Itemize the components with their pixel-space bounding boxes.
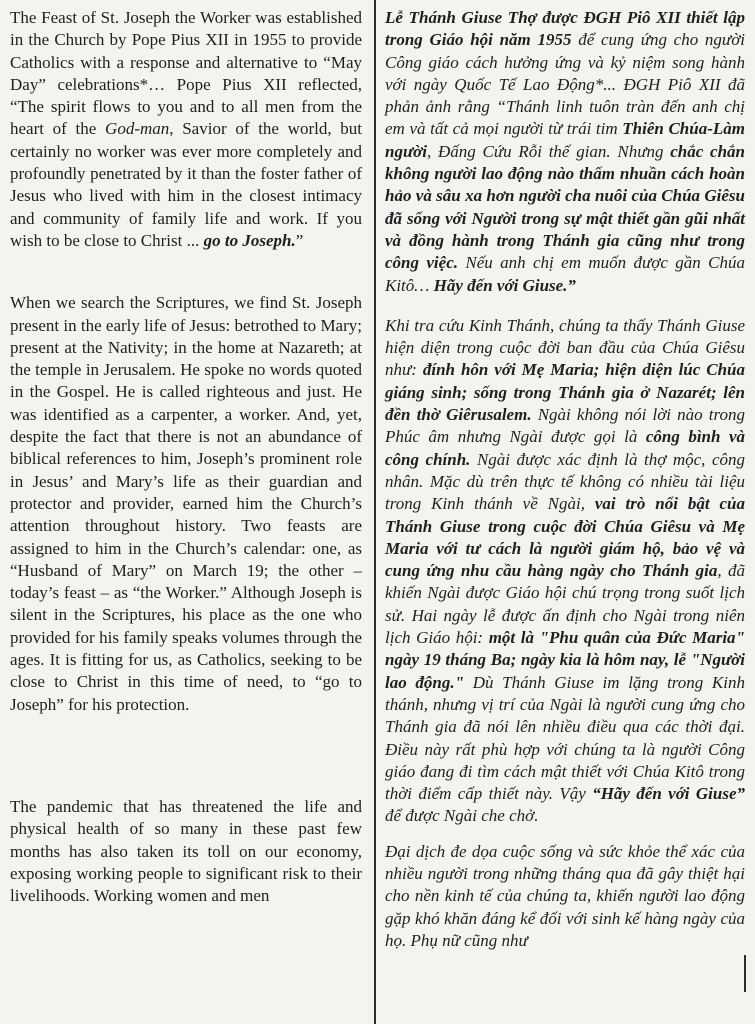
text-segment: , Đấng Cứu Rỗi thế gian. Nhưng [427, 141, 671, 161]
text-segment: Thiên Chúa-Làm người [385, 119, 745, 161]
text-segment: Ngài không nói lời nào trong Phúc âm nhưng Ngài được gọi là [385, 405, 745, 447]
paragraph-pandemic-vi [385, 841, 745, 952]
text-segment: Nếu anh chị em muốn được gần Chúa Kitô… [385, 253, 746, 295]
text-segment: Đại dịch đe dọa cuộc sống và sức khỏe thể xác của nhiều người trong những tháng qua đã gây thiệt hại cho nền kinh tế của chúng ta, khiến người lao động gặp khó khăn đáng kể đối với sinh kế hàng ngày của họ. Phụ nữ cũng như [385, 841, 745, 950]
text-segment: Lễ Thánh Giuse Thợ được ĐGH Piô XII thiết lập trong Giáo hội năm 1955 [385, 8, 745, 50]
text-segment: Ngài được xác định là thợ mộc, công nhân. Mặc dù trên thực tế không có nhiều tài liệu trong Kinh thánh về Ngài, [385, 449, 745, 514]
text-segment: đính hôn với Mẹ Maria; hiện diện lúc Chúa giáng sinh; sống trong Thánh gia ở Nazarét; lên đền thờ Giêrusalem. [385, 360, 745, 425]
text-segment: go to Joseph. [203, 230, 296, 250]
paragraph-scripture-search-en [10, 292, 362, 716]
text-segment: để cung ứng cho người Công giáo cách hưởng ứng và kỷ niệm song hành với ngày Quốc Tế Lao Động*... ĐGH Piô XII đã phản ảnh rằng “Thánh linh tuôn tràn đến anh chị em và tất cả mọi người từ trái tim [385, 30, 745, 139]
text-segment: Dù Thánh Giuse im lặng trong Kinh thánh, nhưng vị trí của Ngài là người cung ứng cho Thánh gia đã nói lên nhiều điều qua các thời đại. Điều này rất phù hợp với chúng ta là người Công giáo đang đi tìm cách mật thiết với Chúa Kitô trong thời điểm cấp thiết này. Vậy [385, 672, 745, 804]
text-segment: , Savior of the world, but certainly no worker was ever more completely and profoundly penetrated by it than the foster father of Jesus who lived with him in the closest intimacy and community of family life and work. If you wish to be close to Christ ... [10, 119, 363, 250]
text-segment: “Hãy đến với Giuse” [592, 784, 745, 804]
text-segment: công bình và công chính. [385, 427, 745, 469]
text-segment: chắc chắn không người lao động nào thấm nhuần cách hoàn hảo và sâu xa hơn người cha nuôi của Chúa Giêsu đã sống với Người trong sự mật thiết gần gũi nhất và đồng hành trong Thánh gia cũng như trong công việc. [385, 141, 746, 273]
paragraph-pandemic-en [10, 796, 362, 907]
text-segment: Khi tra cứu Kinh Thánh, chúng ta thấy Thánh Giuse hiện diện trong cuộc đời ban đầu của Chúa Giêsu như: [385, 315, 745, 380]
text-segment: Hãy đến với Giuse.” [433, 275, 576, 295]
text-segment: The Feast of St. Joseph the Worker was established in the Church by Pope Pius XII in 1955 to provide Catholics with a response and alternative to “May Day” celebrations*… Pope Pius XII reflected, “The spirit flows to you and to all men from the heart of the [10, 8, 362, 139]
paragraph-scripture-search-vi [385, 315, 745, 828]
text-segment: When we search the Scriptures, we find St. Joseph present in the early life of Jesus: betrothed to Mary; present at the Nativity; in the home at Nazareth; at the temple in Jerusalem. He spoke no words quoted in the Gospel. He is called righteous and just. He was identified as a carpenter, a worker. And, yet, despite the fact that there is not an abundance of biblical references to him, Joseph’s prominent role in Jesus’ and Mary’s life as their guardian and protector and provider, earned him the Church’s attention throughout history. Two feasts are assigned to him in the Church’s calendar: one, as “Husband of Mary” on March 19; the other – today’s feast – as “the Worker.” Although Joseph is silent in the Scriptures, his place as the one who provided for his family speaks volumes through the ages. It is fitting for us, as Catholics, seeking to be close to Christ in this time of need, to “go to Joseph” for his protection. [10, 293, 362, 714]
text-segment: để được Ngài che chở. [385, 806, 539, 826]
text-segment: một là "Phu quân của Đức Maria" ngày 19 tháng Ba; ngày kia là hôm nay, lễ "Người lao động." [385, 628, 745, 692]
text-segment: , đã khiến Ngài được Giáo hội chú trọng trong suốt lịch sử. Hai ngày lễ được ấn định cho Ngài trong niên lịch Giáo hội: [385, 561, 746, 648]
text-segment: The pandemic that has threatened the life and physical health of so many in these past few months has also taken its toll on our economy, exposing working people to significant risk to their livelihoods. Working women and men [10, 796, 362, 906]
text-segment: vai trò nổi bật của Thánh Giuse trong cuộc đời Chúa Giêsu và Mẹ Maria với tư cách là người giám hộ, bảo vệ và cung ứng nhu cầu hàng ngày cho Thánh gia [385, 494, 745, 581]
page-edge-mark [744, 955, 746, 992]
text-segment: God-man [105, 119, 170, 139]
paragraph-feast-establishment-vi [385, 7, 745, 297]
text-segment: ” [295, 230, 304, 250]
paragraph-feast-establishment-en [10, 7, 362, 252]
vietnamese-column [376, 0, 755, 1024]
english-column [0, 0, 374, 1024]
